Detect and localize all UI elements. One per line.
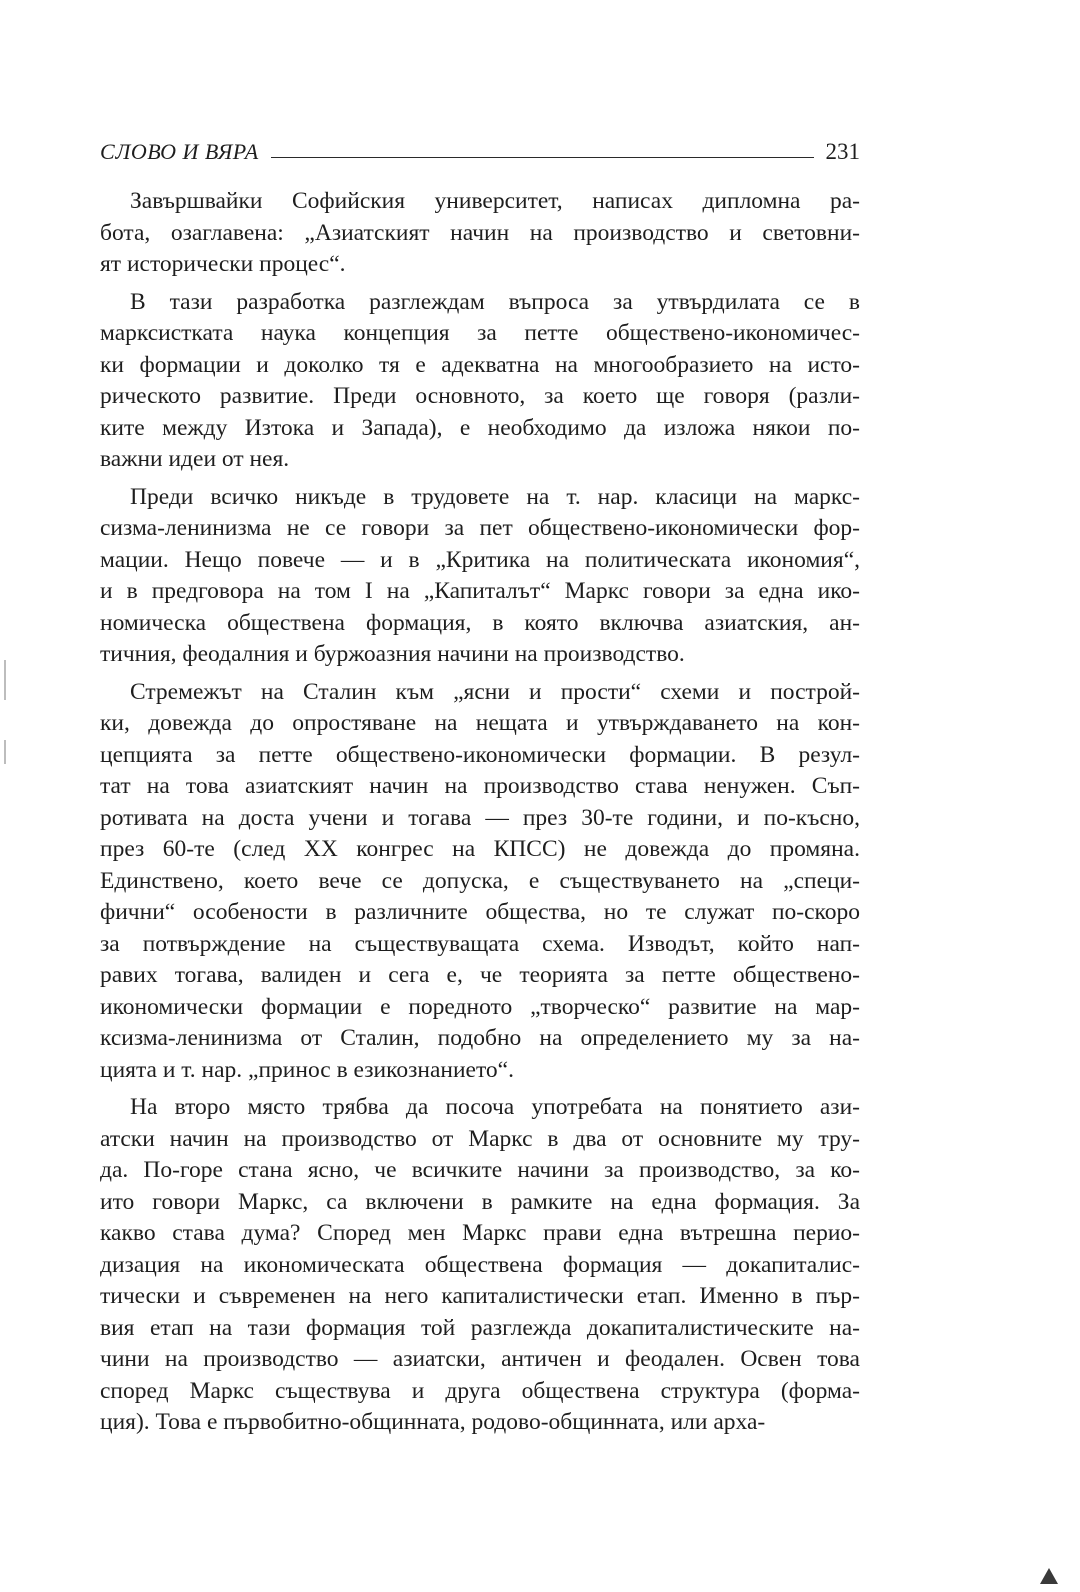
text-line: сизма-ленинизма не се говори за пет обществено-икономически фор-: [100, 515, 860, 541]
text-line: ксизма-ленинизма от Сталин, подобно на определението му за на-: [100, 1025, 860, 1051]
text-line: според Маркс съществува и друга обществена структура (форма-: [100, 1377, 860, 1404]
text-line: бота, озаглавена: „Азиатският начин на производство и световни-: [100, 219, 860, 246]
running-header: [100, 133, 860, 165]
text-line: ито говори Маркс, са включени в рамките на една формация. За: [100, 1188, 860, 1215]
body-text: [100, 186, 860, 1439]
header-title: СЛОВО И ВЯРА: [100, 139, 259, 164]
text-line: рическото развитие. Преди основното, за което ще говоря (разли-: [100, 383, 860, 409]
text-line: мации. Нещо повече — и в „Критика на политическата икономия“,: [100, 546, 860, 573]
paragraph: [100, 677, 860, 1087]
text-line: дизация на икономическата обществена формация — докапиталис-: [100, 1251, 860, 1278]
paragraph: [100, 287, 860, 476]
text-line: Преди всичко никъде в трудовете на т. нар. класици на маркс-: [130, 483, 860, 510]
text-line: равих тогава, валиден и сега е, че теорията за петте обществено-: [100, 962, 860, 988]
text-line: чини на производство — азиатски, античен и феодален. Освен това: [100, 1346, 860, 1372]
text-line: ят исторически процес“.: [100, 251, 346, 277]
text-line: вия етап на тази формация той разглежда докапиталистическите на-: [100, 1314, 860, 1341]
text-line: какво става дума? Според мен Маркс прави една вътрешна перио-: [100, 1220, 860, 1246]
text-line: и в предговора на том I на „Капиталът“ Маркс говори за една ико-: [100, 578, 860, 604]
left-margin-mark: [4, 660, 6, 700]
paragraph: [100, 186, 860, 281]
text-line: ция). Това е първобитно-общинната, родово-общинната, или арха-: [100, 1409, 766, 1435]
text-line: тичния, феодалния и буржоазния начини на производство.: [100, 641, 685, 667]
text-line: ките между Изтока и Запада), е необходимо да изложа някои по-: [100, 414, 860, 441]
text-line: В тази разработка разглеждам въпроса за утвърдилата се в: [130, 288, 860, 315]
header-rule: [271, 157, 814, 158]
text-line: през 60-те (след XX конгрес на КПСС) не довежда до промяна.: [100, 836, 860, 862]
text-line: икономически формации е поредното „творческо“ развитие на мар-: [100, 993, 860, 1020]
text-line: Завършвайки Софийския университет, написах дипломна ра-: [130, 188, 860, 214]
text-line: фични“ особености в различните общества, но те служат по-скоро: [100, 899, 860, 925]
text-line: тически и съвременен на него капиталистически етап. Именно в пър-: [100, 1283, 860, 1309]
text-line: важни идеи от нея.: [100, 446, 290, 472]
text-line: да. По-горе стана ясно, че всичките начини за производство, за ко-: [100, 1157, 860, 1183]
text-line: Единствено, което вече се допуска, е съществуването на „специ-: [100, 867, 860, 894]
text-line: На второ място трябва да посоча употребата на понятието ази-: [130, 1094, 860, 1120]
corner-mark: [1040, 1568, 1058, 1584]
text-line: цията и т. нар. „принос в езикознанието“.: [100, 1056, 514, 1083]
text-line: тат на това азиатският начин на производство става ненужен. Съп-: [100, 773, 860, 799]
text-line: цепцията за петте обществено-икономически формации. В резул-: [100, 741, 860, 768]
text-line: ротивата на доста учени и тогава — през 30-те години, и по-късно,: [100, 804, 860, 831]
paragraph: [100, 1092, 860, 1439]
text-line: ки, довежда до опростяване на нещата и утвърждаването на кон-: [100, 710, 860, 736]
text-line: номическа обществена формация, в която включва азиатския, ан-: [100, 609, 860, 636]
text-line: атски начин на производство от Маркс в два от основните му тру-: [100, 1125, 860, 1152]
text-line: марксистката наука концепция за петте обществено-икономичес-: [100, 320, 860, 346]
text-line: ки формации и доколко тя е адекватна на многообразието на исто-: [100, 351, 860, 378]
left-margin-mark: [4, 740, 6, 764]
page-number: 231: [825, 139, 860, 164]
paragraph: [100, 482, 860, 671]
text-line: за потвърждение на съществуващата схема. Изводът, който нап-: [100, 930, 860, 957]
text-line: Стремежът на Сталин към „ясни и прости“ схеми и построй-: [130, 678, 860, 705]
